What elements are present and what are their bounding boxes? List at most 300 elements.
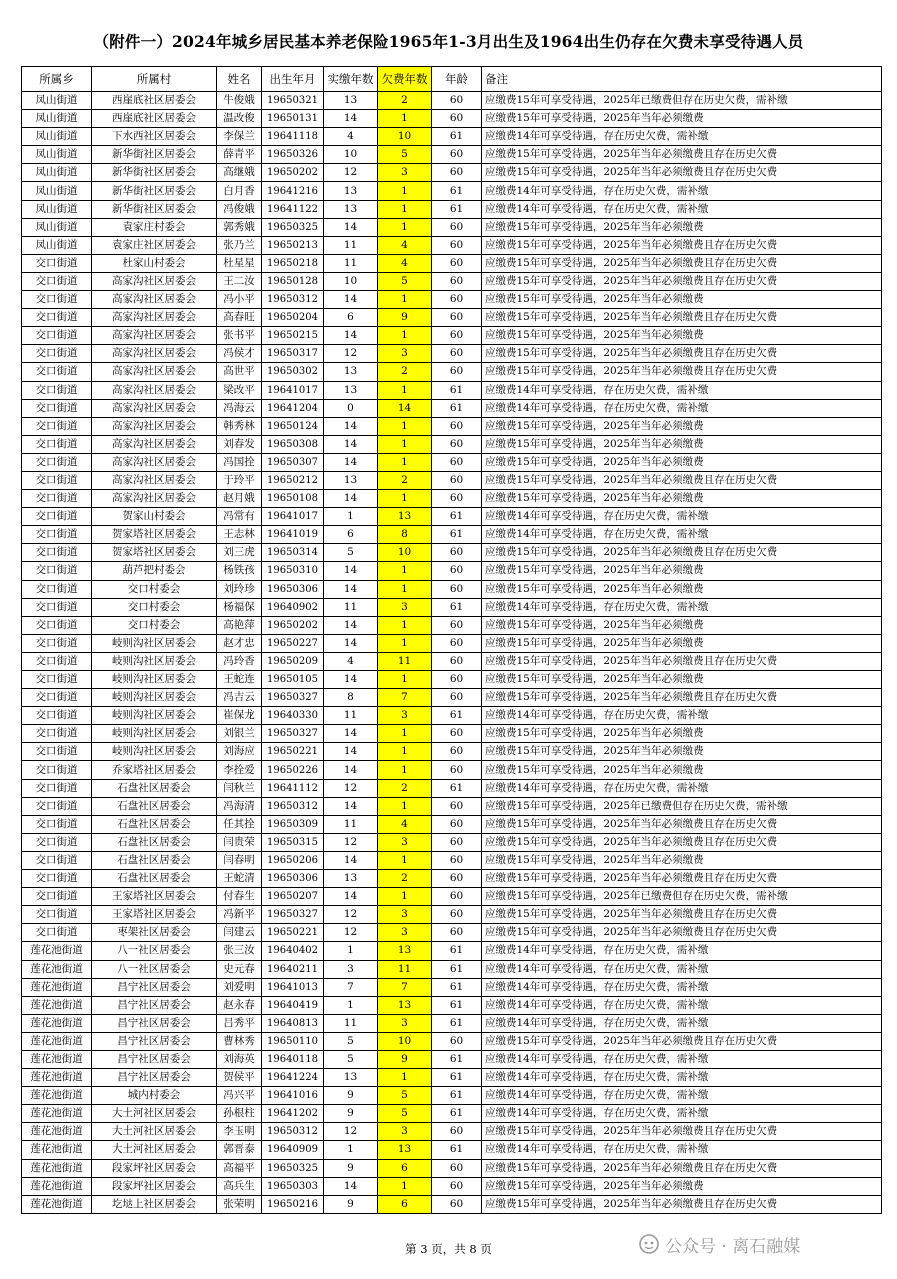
- cell-remark: 应缴费14年可享受待遇，存在历史欠费，需补缴: [482, 182, 882, 200]
- table-row: [22, 960, 882, 978]
- cell-age: 61: [432, 942, 482, 960]
- cell-township: 交口街道: [22, 399, 92, 417]
- table-row: [22, 1050, 882, 1068]
- cell-birth: 19650216: [262, 1195, 324, 1213]
- watermark-text: 公众号 · 离石融媒: [665, 1236, 801, 1257]
- cell-paid-years: 9: [324, 1195, 378, 1213]
- cell-name: 孙根柱: [217, 1105, 262, 1123]
- cell-owed-years: 3: [378, 707, 432, 725]
- cell-paid-years: 9: [324, 1159, 378, 1177]
- cell-township: 交口街道: [22, 417, 92, 435]
- table-row: [22, 707, 882, 725]
- cell-age: 61: [432, 1014, 482, 1032]
- cell-paid-years: 14: [324, 218, 378, 236]
- cell-township: 莲花池街道: [22, 1087, 92, 1105]
- cell-remark: 应缴费14年可享受待遇，存在历史欠费，需补缴: [482, 960, 882, 978]
- cell-owed-years: 7: [378, 978, 432, 996]
- cell-birth: 19650209: [262, 652, 324, 670]
- cell-age: 60: [432, 363, 482, 381]
- cell-owed-years: 5: [378, 146, 432, 164]
- cell-paid-years: 11: [324, 598, 378, 616]
- table-row: [22, 1123, 882, 1141]
- cell-birth: 19640813: [262, 1014, 324, 1032]
- cell-paid-years: 5: [324, 1032, 378, 1050]
- cell-township: 凤山街道: [22, 200, 92, 218]
- cell-age: 60: [432, 743, 482, 761]
- cell-township: 交口街道: [22, 453, 92, 471]
- cell-birth: 19641122: [262, 200, 324, 218]
- cell-age: 61: [432, 598, 482, 616]
- cell-owed-years: 4: [378, 236, 432, 254]
- cell-birth: 19650213: [262, 236, 324, 254]
- cell-name: 李拴爱: [217, 761, 262, 779]
- cell-paid-years: 1: [324, 1141, 378, 1159]
- cell-owed-years: 1: [378, 725, 432, 743]
- cell-name: 杨福保: [217, 598, 262, 616]
- cell-village: 段家坪社区居委会: [92, 1177, 217, 1195]
- cell-village: 新华街社区居委会: [92, 164, 217, 182]
- cell-remark: 应缴费14年可享受待遇，存在历史欠费，需补缴: [482, 128, 882, 146]
- cell-age: 60: [432, 544, 482, 562]
- cell-township: 交口街道: [22, 634, 92, 652]
- cell-age: 60: [432, 1032, 482, 1050]
- cell-owed-years: 1: [378, 1177, 432, 1195]
- cell-birth: 19650204: [262, 309, 324, 327]
- cell-township: 莲花池街道: [22, 1050, 92, 1068]
- cell-township: 凤山街道: [22, 164, 92, 182]
- cell-township: 交口街道: [22, 471, 92, 489]
- cell-age: 60: [432, 652, 482, 670]
- cell-name: 冯小平: [217, 291, 262, 309]
- cell-village: 高家沟社区居委会: [92, 291, 217, 309]
- cell-paid-years: 10: [324, 146, 378, 164]
- cell-name: 韩秀林: [217, 417, 262, 435]
- cell-age: 61: [432, 526, 482, 544]
- col-header-owed-years: 欠费年数: [378, 67, 432, 92]
- cell-name: 刘银兰: [217, 725, 262, 743]
- cell-village: 昌宁社区居委会: [92, 1050, 217, 1068]
- table-row: [22, 1032, 882, 1050]
- cell-township: 莲花池街道: [22, 1123, 92, 1141]
- cell-age: 61: [432, 1069, 482, 1087]
- cell-township: 莲花池街道: [22, 1069, 92, 1087]
- cell-paid-years: 3: [324, 960, 378, 978]
- cell-paid-years: 14: [324, 743, 378, 761]
- cell-age: 60: [432, 689, 482, 707]
- wechat-channel-icon: [639, 1234, 659, 1254]
- cell-village: 下水西社区居委会: [92, 128, 217, 146]
- cell-name: 高兵生: [217, 1177, 262, 1195]
- cell-birth: 19650312: [262, 797, 324, 815]
- col-header-village: 所属村: [92, 67, 217, 92]
- cell-birth: 19650312: [262, 291, 324, 309]
- cell-village: 高家沟社区居委会: [92, 327, 217, 345]
- table-row: [22, 815, 882, 833]
- cell-age: 60: [432, 490, 482, 508]
- cell-village: 圪垯上社区居委会: [92, 1195, 217, 1213]
- cell-birth: 19650202: [262, 164, 324, 182]
- cell-paid-years: 12: [324, 833, 378, 851]
- cell-birth: 19640211: [262, 960, 324, 978]
- cell-paid-years: 11: [324, 236, 378, 254]
- cell-township: 交口街道: [22, 508, 92, 526]
- cell-age: 61: [432, 779, 482, 797]
- cell-paid-years: 13: [324, 92, 378, 110]
- cell-name: 温改俊: [217, 110, 262, 128]
- cell-owed-years: 1: [378, 381, 432, 399]
- cell-name: 郭秀娥: [217, 218, 262, 236]
- cell-remark: 应缴费15年可享受待遇，2025年当年必须缴费且存在历史欠费: [482, 471, 882, 489]
- cell-remark: 应缴费15年可享受待遇，2025年当年必须缴费且存在历史欠费: [482, 906, 882, 924]
- cell-village: 新华街社区居委会: [92, 182, 217, 200]
- cell-paid-years: 14: [324, 616, 378, 634]
- table-row: [22, 779, 882, 797]
- table-row: [22, 544, 882, 562]
- cell-owed-years: 2: [378, 471, 432, 489]
- cell-paid-years: 9: [324, 1087, 378, 1105]
- table-row: [22, 924, 882, 942]
- cell-village: 石盘社区居委会: [92, 870, 217, 888]
- cell-village: 高家沟社区居委会: [92, 309, 217, 327]
- cell-age: 60: [432, 761, 482, 779]
- cell-owed-years: 3: [378, 1123, 432, 1141]
- table-row: [22, 254, 882, 272]
- cell-name: 赵才忠: [217, 634, 262, 652]
- cell-township: 交口街道: [22, 725, 92, 743]
- cell-birth: 19650325: [262, 218, 324, 236]
- cell-paid-years: 12: [324, 906, 378, 924]
- cell-remark: 应缴费15年可享受待遇，2025年当年必须缴费且存在历史欠费: [482, 815, 882, 833]
- cell-village: 昌宁社区居委会: [92, 1032, 217, 1050]
- cell-name: 刘玲珍: [217, 580, 262, 598]
- cell-village: 大土河社区居委会: [92, 1123, 217, 1141]
- table-row: [22, 128, 882, 146]
- cell-remark: 应缴费15年可享受待遇，2025年当年必须缴费: [482, 453, 882, 471]
- table-row: [22, 200, 882, 218]
- cell-village: 大土河社区居委会: [92, 1105, 217, 1123]
- cell-age: 61: [432, 508, 482, 526]
- cell-village: 袁家庄社区居委会: [92, 236, 217, 254]
- cell-remark: 应缴费15年可享受待遇，2025年当年必须缴费且存在历史欠费: [482, 544, 882, 562]
- cell-paid-years: 1: [324, 942, 378, 960]
- cell-owed-years: 3: [378, 924, 432, 942]
- cell-paid-years: 14: [324, 797, 378, 815]
- cell-remark: 应缴费15年可享受待遇，2025年当年必须缴费: [482, 671, 882, 689]
- cell-birth: 19650124: [262, 417, 324, 435]
- col-header-remark: 备注: [482, 67, 882, 92]
- cell-name: 刘海应: [217, 743, 262, 761]
- cell-age: 60: [432, 164, 482, 182]
- cell-owed-years: 3: [378, 345, 432, 363]
- cell-township: 莲花池街道: [22, 1105, 92, 1123]
- table-row: [22, 671, 882, 689]
- cell-owed-years: 14: [378, 399, 432, 417]
- cell-age: 60: [432, 870, 482, 888]
- cell-village: 高家沟社区居委会: [92, 417, 217, 435]
- cell-remark: 应缴费15年可享受待遇，2025年当年必须缴费: [482, 580, 882, 598]
- table-row: [22, 978, 882, 996]
- table-row: [22, 1141, 882, 1159]
- cell-village: 八一社区居委会: [92, 942, 217, 960]
- cell-remark: 应缴费14年可享受待遇，存在历史欠费，需补缴: [482, 1087, 882, 1105]
- cell-remark: 应缴费15年可享受待遇，2025年当年必须缴费且存在历史欠费: [482, 924, 882, 942]
- cell-birth: 19641202: [262, 1105, 324, 1123]
- cell-paid-years: 14: [324, 1177, 378, 1195]
- cell-village: 高家沟社区居委会: [92, 363, 217, 381]
- cell-paid-years: 14: [324, 851, 378, 869]
- cell-township: 交口街道: [22, 870, 92, 888]
- cell-age: 60: [432, 417, 482, 435]
- cell-remark: 应缴费14年可享受待遇，存在历史欠费，需补缴: [482, 200, 882, 218]
- cell-birth: 19641118: [262, 128, 324, 146]
- cell-paid-years: 10: [324, 272, 378, 290]
- cell-birth: 19650321: [262, 92, 324, 110]
- cell-birth: 19650309: [262, 815, 324, 833]
- cell-owed-years: 1: [378, 1069, 432, 1087]
- cell-paid-years: 14: [324, 634, 378, 652]
- cell-remark: 应缴费15年可享受待遇，2025年当年必须缴费: [482, 851, 882, 869]
- cell-birth: 19641224: [262, 1069, 324, 1087]
- cell-age: 60: [432, 1177, 482, 1195]
- cell-owed-years: 1: [378, 182, 432, 200]
- cell-owed-years: 2: [378, 779, 432, 797]
- cell-name: 吕秀平: [217, 1014, 262, 1032]
- cell-birth: 19641019: [262, 526, 324, 544]
- cell-name: 李保兰: [217, 128, 262, 146]
- cell-owed-years: 2: [378, 92, 432, 110]
- cell-township: 莲花池街道: [22, 1141, 92, 1159]
- cell-birth: 19650327: [262, 689, 324, 707]
- cell-name: 冯侯才: [217, 345, 262, 363]
- document-title: （附件一）2024年城乡居民基本养老保险1965年1-3月出生及1964出生仍存在欠费未享受待遇人员: [93, 32, 804, 51]
- cell-remark: 应缴费15年可享受待遇，2025年当年必须缴费: [482, 634, 882, 652]
- cell-remark: 应缴费15年可享受待遇，2025年当年必须缴费: [482, 417, 882, 435]
- cell-township: 交口街道: [22, 580, 92, 598]
- cell-age: 61: [432, 200, 482, 218]
- cell-remark: 应缴费15年可享受待遇，2025年当年必须缴费且存在历史欠费: [482, 652, 882, 670]
- cell-remark: 应缴费15年可享受待遇，2025年当年必须缴费且存在历史欠费: [482, 164, 882, 182]
- cell-township: 凤山街道: [22, 146, 92, 164]
- cell-remark: 应缴费15年可享受待遇，2025年当年必须缴费且存在历史欠费: [482, 1195, 882, 1213]
- cell-owed-years: 3: [378, 833, 432, 851]
- cell-village: 西崖底社区居委会: [92, 110, 217, 128]
- cell-village: 石盘社区居委会: [92, 833, 217, 851]
- cell-birth: 19650221: [262, 924, 324, 942]
- cell-township: 交口街道: [22, 924, 92, 942]
- cell-age: 60: [432, 236, 482, 254]
- cell-name: 张三汝: [217, 942, 262, 960]
- cell-remark: 应缴费14年可享受待遇，存在历史欠费，需补缴: [482, 942, 882, 960]
- cell-remark: 应缴费15年可享受待遇，2025年当年必须缴费且存在历史欠费: [482, 1123, 882, 1141]
- cell-village: 岐则沟社区居委会: [92, 671, 217, 689]
- cell-name: 任其拴: [217, 815, 262, 833]
- cell-birth: 19640902: [262, 598, 324, 616]
- cell-owed-years: 6: [378, 1159, 432, 1177]
- cell-remark: 应缴费15年可享受待遇，2025年当年必须缴费且存在历史欠费: [482, 870, 882, 888]
- cell-name: 王蛇连: [217, 671, 262, 689]
- cell-age: 61: [432, 1087, 482, 1105]
- cell-village: 岐则沟社区居委会: [92, 652, 217, 670]
- table-header-row: [22, 67, 882, 92]
- cell-village: 交口村委会: [92, 598, 217, 616]
- cell-village: 大土河社区居委会: [92, 1141, 217, 1159]
- cell-paid-years: 13: [324, 381, 378, 399]
- watermark: [639, 1233, 800, 1255]
- table-row: [22, 634, 882, 652]
- cell-name: 张荣明: [217, 1195, 262, 1213]
- cell-name: 牛俊娥: [217, 92, 262, 110]
- cell-birth: 19650315: [262, 833, 324, 851]
- cell-paid-years: 14: [324, 453, 378, 471]
- cell-village: 王家塔社区居委会: [92, 888, 217, 906]
- cell-village: 昌宁社区居委会: [92, 978, 217, 996]
- cell-name: 李玉明: [217, 1123, 262, 1141]
- cell-paid-years: 8: [324, 689, 378, 707]
- cell-remark: 应缴费14年可享受待遇，存在历史欠费，需补缴: [482, 598, 882, 616]
- cell-birth: 19650326: [262, 146, 324, 164]
- cell-township: 莲花池街道: [22, 996, 92, 1014]
- cell-birth: 19640402: [262, 942, 324, 960]
- cell-village: 高家沟社区居委会: [92, 490, 217, 508]
- cell-owed-years: 1: [378, 218, 432, 236]
- cell-name: 冯新平: [217, 906, 262, 924]
- cell-age: 60: [432, 888, 482, 906]
- cell-township: 交口街道: [22, 743, 92, 761]
- cell-paid-years: 12: [324, 779, 378, 797]
- cell-village: 高家沟社区居委会: [92, 272, 217, 290]
- cell-remark: 应缴费15年可享受待遇，2025年当年必须缴费且存在历史欠费: [482, 272, 882, 290]
- cell-village: 新华街社区居委会: [92, 200, 217, 218]
- cell-village: 石盘社区居委会: [92, 779, 217, 797]
- cell-paid-years: 14: [324, 327, 378, 345]
- cell-village: 八一社区居委会: [92, 960, 217, 978]
- cell-remark: 应缴费15年可享受待遇，2025年当年必须缴费且存在历史欠费: [482, 236, 882, 254]
- cell-birth: 19650221: [262, 743, 324, 761]
- cell-village: 乔家塔社区居委会: [92, 761, 217, 779]
- cell-village: 杜家山村委会: [92, 254, 217, 272]
- cell-township: 凤山街道: [22, 182, 92, 200]
- cell-township: 交口街道: [22, 291, 92, 309]
- table-row: [22, 725, 882, 743]
- cell-birth: 19650308: [262, 435, 324, 453]
- cell-remark: 应缴费15年可享受待遇，2025年当年必须缴费: [482, 743, 882, 761]
- cell-owed-years: 5: [378, 1087, 432, 1105]
- cell-remark: 应缴费15年可享受待遇，2025年当年必须缴费且存在历史欠费: [482, 363, 882, 381]
- cell-name: 冯常有: [217, 508, 262, 526]
- cell-village: 新华街社区居委会: [92, 146, 217, 164]
- table-row: [22, 345, 882, 363]
- cell-township: 交口街道: [22, 435, 92, 453]
- cell-birth: 19650212: [262, 471, 324, 489]
- cell-owed-years: 1: [378, 453, 432, 471]
- cell-birth: 19641016: [262, 1087, 324, 1105]
- cell-owed-years: 10: [378, 1032, 432, 1050]
- cell-remark: 应缴费15年可享受待遇，2025年已缴费但存在历史欠费，需补缴: [482, 888, 882, 906]
- cell-age: 60: [432, 906, 482, 924]
- cell-birth: 19650306: [262, 580, 324, 598]
- cell-age: 60: [432, 725, 482, 743]
- cell-owed-years: 2: [378, 363, 432, 381]
- cell-township: 交口街道: [22, 616, 92, 634]
- cell-village: 昌宁社区居委会: [92, 1069, 217, 1087]
- cell-owed-years: 1: [378, 761, 432, 779]
- cell-remark: 应缴费15年可享受待遇，2025年当年必须缴费: [482, 291, 882, 309]
- cell-age: 61: [432, 978, 482, 996]
- cell-birth: 19650303: [262, 1177, 324, 1195]
- cell-township: 交口街道: [22, 309, 92, 327]
- cell-remark: 应缴费14年可享受待遇，存在历史欠费，需补缴: [482, 707, 882, 725]
- cell-paid-years: 14: [324, 761, 378, 779]
- cell-township: 交口街道: [22, 652, 92, 670]
- cell-name: 刘春发: [217, 435, 262, 453]
- cell-paid-years: 1: [324, 996, 378, 1014]
- cell-township: 交口街道: [22, 689, 92, 707]
- cell-remark: 应缴费15年可享受待遇，2025年当年必须缴费: [482, 490, 882, 508]
- cell-owed-years: 1: [378, 110, 432, 128]
- cell-age: 60: [432, 851, 482, 869]
- cell-birth: 19650327: [262, 906, 324, 924]
- table-row: [22, 888, 882, 906]
- cell-owed-years: 3: [378, 906, 432, 924]
- cell-village: 高家沟社区居委会: [92, 345, 217, 363]
- cell-township: 凤山街道: [22, 218, 92, 236]
- cell-age: 61: [432, 1050, 482, 1068]
- cell-name: 王志林: [217, 526, 262, 544]
- table-row: [22, 236, 882, 254]
- cell-remark: 应缴费14年可享受待遇，存在历史欠费，需补缴: [482, 526, 882, 544]
- cell-owed-years: 2: [378, 870, 432, 888]
- cell-remark: 应缴费15年可享受待遇，2025年当年必须缴费: [482, 761, 882, 779]
- cell-village: 高家沟社区居委会: [92, 471, 217, 489]
- cell-owed-years: 9: [378, 309, 432, 327]
- cell-township: 凤山街道: [22, 128, 92, 146]
- table-row: [22, 146, 882, 164]
- cell-paid-years: 14: [324, 580, 378, 598]
- cell-age: 60: [432, 345, 482, 363]
- cell-remark: 应缴费15年可享受待遇，2025年当年必须缴费且存在历史欠费: [482, 309, 882, 327]
- cell-owed-years: 5: [378, 1105, 432, 1123]
- cell-age: 60: [432, 671, 482, 689]
- cell-owed-years: 9: [378, 1050, 432, 1068]
- cell-village: 贺家塔社区居委会: [92, 526, 217, 544]
- cell-owed-years: 1: [378, 562, 432, 580]
- cell-paid-years: 14: [324, 490, 378, 508]
- cell-remark: 应缴费14年可享受待遇，存在历史欠费，需补缴: [482, 508, 882, 526]
- table-row: [22, 616, 882, 634]
- page-number: 第 3 页，共 8 页: [405, 1242, 492, 1256]
- cell-birth: 19641112: [262, 779, 324, 797]
- cell-age: 60: [432, 218, 482, 236]
- cell-village: 葫芦把村委会: [92, 562, 217, 580]
- cell-township: 莲花池街道: [22, 1014, 92, 1032]
- cell-name: 刘爱明: [217, 978, 262, 996]
- cell-remark: 应缴费15年可享受待遇，2025年当年必须缴费: [482, 218, 882, 236]
- table-row: [22, 272, 882, 290]
- cell-village: 石盘社区居委会: [92, 797, 217, 815]
- col-header-birth: 出生年月: [262, 67, 324, 92]
- cell-owed-years: 10: [378, 128, 432, 146]
- table-row: [22, 92, 882, 110]
- table-row: [22, 490, 882, 508]
- table-row: [22, 1195, 882, 1213]
- cell-age: 60: [432, 272, 482, 290]
- table-row: [22, 417, 882, 435]
- cell-village: 岐则沟社区居委会: [92, 725, 217, 743]
- table-row: [22, 164, 882, 182]
- cell-township: 交口街道: [22, 888, 92, 906]
- cell-village: 城内村委会: [92, 1087, 217, 1105]
- cell-owed-years: 1: [378, 888, 432, 906]
